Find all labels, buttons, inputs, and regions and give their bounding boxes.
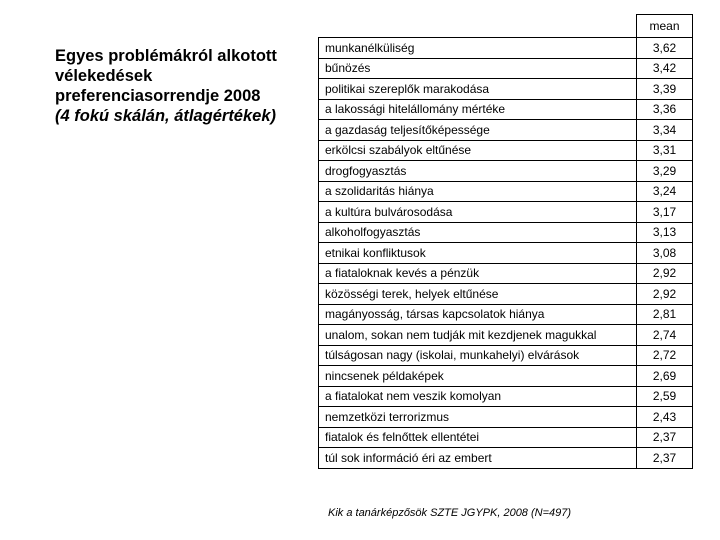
table-row xyxy=(319,263,693,284)
table-row xyxy=(319,386,693,407)
row-label: nemzetközi terrorizmus xyxy=(319,407,637,428)
table-row xyxy=(319,284,693,305)
title-main: Egyes problémákról alkotott vélekedések preferenciasorrendje 2008 xyxy=(55,47,277,105)
table-row xyxy=(319,427,693,448)
row-value: 3,29 xyxy=(637,161,693,182)
row-value: 2,37 xyxy=(637,448,693,469)
row-label: munkanélküliség xyxy=(319,38,637,59)
row-value: 2,37 xyxy=(637,427,693,448)
table-row xyxy=(319,407,693,428)
table-row xyxy=(319,79,693,100)
source-note: Kik a tanárképzősök SZTE JGYPK, 2008 (N=497) xyxy=(328,507,572,519)
row-label: túl sok információ éri az embert xyxy=(319,448,637,469)
row-label: a lakossági hitelállomány mértéke xyxy=(319,99,637,120)
row-label: a szolidaritás hiánya xyxy=(319,181,637,202)
table-row xyxy=(319,181,693,202)
table-header-row xyxy=(319,15,693,38)
row-value: 3,08 xyxy=(637,243,693,264)
row-value: 2,92 xyxy=(637,263,693,284)
row-value: 2,43 xyxy=(637,407,693,428)
table-row xyxy=(319,304,693,325)
table-row xyxy=(319,345,693,366)
table-row xyxy=(319,366,693,387)
row-value: 3,42 xyxy=(637,58,693,79)
mean-table xyxy=(318,14,693,469)
table-row xyxy=(319,243,693,264)
row-label: nincsenek példaképek xyxy=(319,366,637,387)
table-row xyxy=(319,140,693,161)
table-row xyxy=(319,202,693,223)
header-empty-cell xyxy=(319,15,637,38)
table-row xyxy=(319,38,693,59)
row-label: alkoholfogyasztás xyxy=(319,222,637,243)
table-row xyxy=(319,222,693,243)
title-subtitle: (4 fokú skálán, átlagértékek) xyxy=(55,107,277,125)
row-label: magányosság, társas kapcsolatok hiánya xyxy=(319,304,637,325)
row-label: a kultúra bulvárosodása xyxy=(319,202,637,223)
row-label: a gazdaság teljesítőképessége xyxy=(319,120,637,141)
row-value: 2,92 xyxy=(637,284,693,305)
table-row xyxy=(319,58,693,79)
row-value: 3,24 xyxy=(637,181,693,202)
row-value: 2,69 xyxy=(637,366,693,387)
row-value: 3,31 xyxy=(637,140,693,161)
row-value: 2,59 xyxy=(637,386,693,407)
row-value: 3,17 xyxy=(637,202,693,223)
table-row xyxy=(319,99,693,120)
table-row xyxy=(319,325,693,346)
row-label: a fiatalokat nem veszik komolyan xyxy=(319,386,637,407)
table-row xyxy=(319,448,693,469)
row-label: a fiataloknak kevés a pénzük xyxy=(319,263,637,284)
row-label: fiatalok és felnőttek ellentétei xyxy=(319,427,637,448)
page-title xyxy=(55,46,305,126)
table-row xyxy=(319,120,693,141)
row-value: 3,34 xyxy=(637,120,693,141)
row-value: 3,39 xyxy=(637,79,693,100)
row-label: bűnözés xyxy=(319,58,637,79)
row-value: 2,81 xyxy=(637,304,693,325)
row-label: etnikai konfliktusok xyxy=(319,243,637,264)
row-value: 3,13 xyxy=(637,222,693,243)
row-label: politikai szereplők marakodása xyxy=(319,79,637,100)
row-label: túlságosan nagy (iskolai, munkahelyi) elvárások xyxy=(319,345,637,366)
row-value: 3,62 xyxy=(637,38,693,59)
row-label: erkölcsi szabályok eltűnése xyxy=(319,140,637,161)
row-label: drogfogyasztás xyxy=(319,161,637,182)
row-value: 3,36 xyxy=(637,99,693,120)
header-mean: mean xyxy=(637,15,693,38)
row-value: 2,74 xyxy=(637,325,693,346)
row-value: 2,72 xyxy=(637,345,693,366)
table-row xyxy=(319,161,693,182)
row-label: unalom, sokan nem tudják mit kezdjenek magukkal xyxy=(319,325,637,346)
row-label: közösségi terek, helyek eltűnése xyxy=(319,284,637,305)
